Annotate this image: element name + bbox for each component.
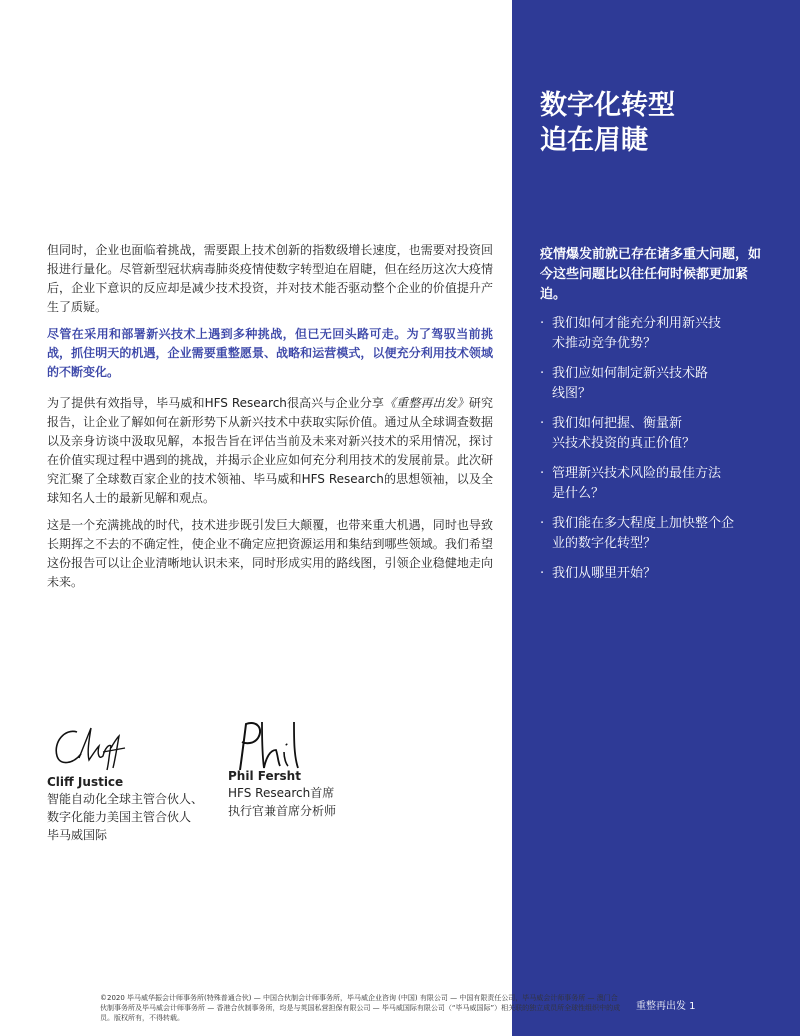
bullet-icon: ·: [540, 466, 545, 481]
signer-name: Cliff Justice: [47, 775, 124, 789]
signature-block-cliff: [47, 718, 203, 844]
body-text-column: [47, 241, 493, 600]
legal-footer: ©2020 毕马威华振会计师事务所(特殊普通合伙) — 中国合伙制会计师事务所，毕马威企业咨询 (中国) 有限公司 — 中国有限责任公司，毕马威会计师事务所 — 澳门合伙制事务所及毕马威会计师事务所 — 香港合伙制事务所，均是与英国私营担保有限公司 — 毕马威国际有限公司（“毕马威国际”）相关联的独立成员所全球性组织中的成员。版权所有，不得转载。: [100, 994, 621, 1022]
question-text: 我们如何把握、衡量新 兴技术投资的真正价值？: [552, 416, 696, 451]
signer-title: HFS Research首席 执行官兼首席分析师: [228, 786, 337, 818]
panel-lead-text: 疫情爆发前就已存在诸多重大问题，如今这些问题比以往任何时候都更加紧迫。: [540, 247, 762, 302]
handwritten-signature-cliff: [47, 718, 137, 774]
body-paragraph-4: 这是一个充满挑战的时代，技术进步既引发巨大颠覆，也带来重大机遇，同时也导致长期挥之不去的不确定性，使企业不确定应把资源运用和集结到哪些领域。我们希望这份报告可以让企业清晰地认识未来，同时形成实用的路线图，引领企业稳健地走向未来。: [47, 518, 493, 589]
question-text: 我们能在多大程度上加快整个企 业的数字化转型？: [552, 516, 735, 551]
question-item: [540, 514, 772, 554]
bullet-icon: ·: [540, 566, 545, 581]
handwritten-signature-phil: [228, 716, 308, 776]
question-item: [540, 314, 772, 354]
signer-name: Phil Fersht: [228, 769, 301, 783]
highlight-paragraph: 尽管在采用和部署新兴技术上遇到多种挑战，但已无回头路可走。为了驾驭当前挑战，抓住明天的机遇，企业需要重整愿景、战略和运营模式，以便充分利用技术领域的不断变化。: [47, 327, 493, 379]
question-item: [540, 464, 772, 504]
body-paragraph-1: 但同时，企业也面临着挑战，需要跟上技术创新的指数级增长速度，也需要对投资回报进行量化。尽管新型冠状病毒肺炎疫情使数字转型迫在眉睫，但在经历这次大疫情后，企业下意识的反应却是减少技术投资，并对技术能否驱动整个企业的价值提升产生了质疑。: [47, 243, 493, 314]
question-item: [540, 364, 772, 404]
para3-before: 为了提供有效指导，毕马威和HFS Research很高兴与企业分享: [47, 396, 384, 410]
panel-title: [540, 88, 675, 158]
para3-after: 研究报告，让企业了解如何在新形势下从新兴技术中获取实际价值。通过从全球调查数据以及亲身访谈中汲取见解，本报告旨在评估当前及未来对新兴技术的采用情况，探讨在价值实现过程中遇到的挑战，并揭示企业应如何充分利用技术的发展前景。此次研究汇聚了全球数百家企业的技术领袖、毕马威和HFS Research的思想领袖，以及全球知名人士的最新见解和观点。: [47, 396, 493, 505]
bullet-icon: ·: [540, 316, 545, 331]
question-text: 管理新兴技术风险的最佳方法 是什么？: [552, 466, 722, 501]
report-title: 《重整再出发》: [384, 396, 469, 410]
question-list: [540, 314, 772, 594]
question-text: 我们如何才能充分利用新兴技 术推动竞争优势？: [552, 316, 722, 351]
question-text: 我们应如何制定新兴技术路 线图？: [552, 366, 709, 401]
body-paragraph-3: [47, 394, 493, 508]
question-item: [540, 414, 772, 454]
bullet-icon: ·: [540, 366, 545, 381]
question-text: 我们从哪里开始？: [552, 566, 657, 581]
signer-title: 智能自动化全球主管合伙人、 数字化能力美国主管合伙人 毕马威国际: [47, 792, 204, 842]
bullet-icon: ·: [540, 516, 545, 531]
signature-block-phil: [228, 716, 336, 820]
panel-title-line-2: 迫在眉睫: [540, 125, 648, 156]
panel-title-line-1: 数字化转型: [540, 90, 675, 121]
page-label: 重整再出发 1: [636, 1001, 696, 1012]
question-item: [540, 564, 772, 584]
bullet-icon: ·: [540, 416, 545, 431]
